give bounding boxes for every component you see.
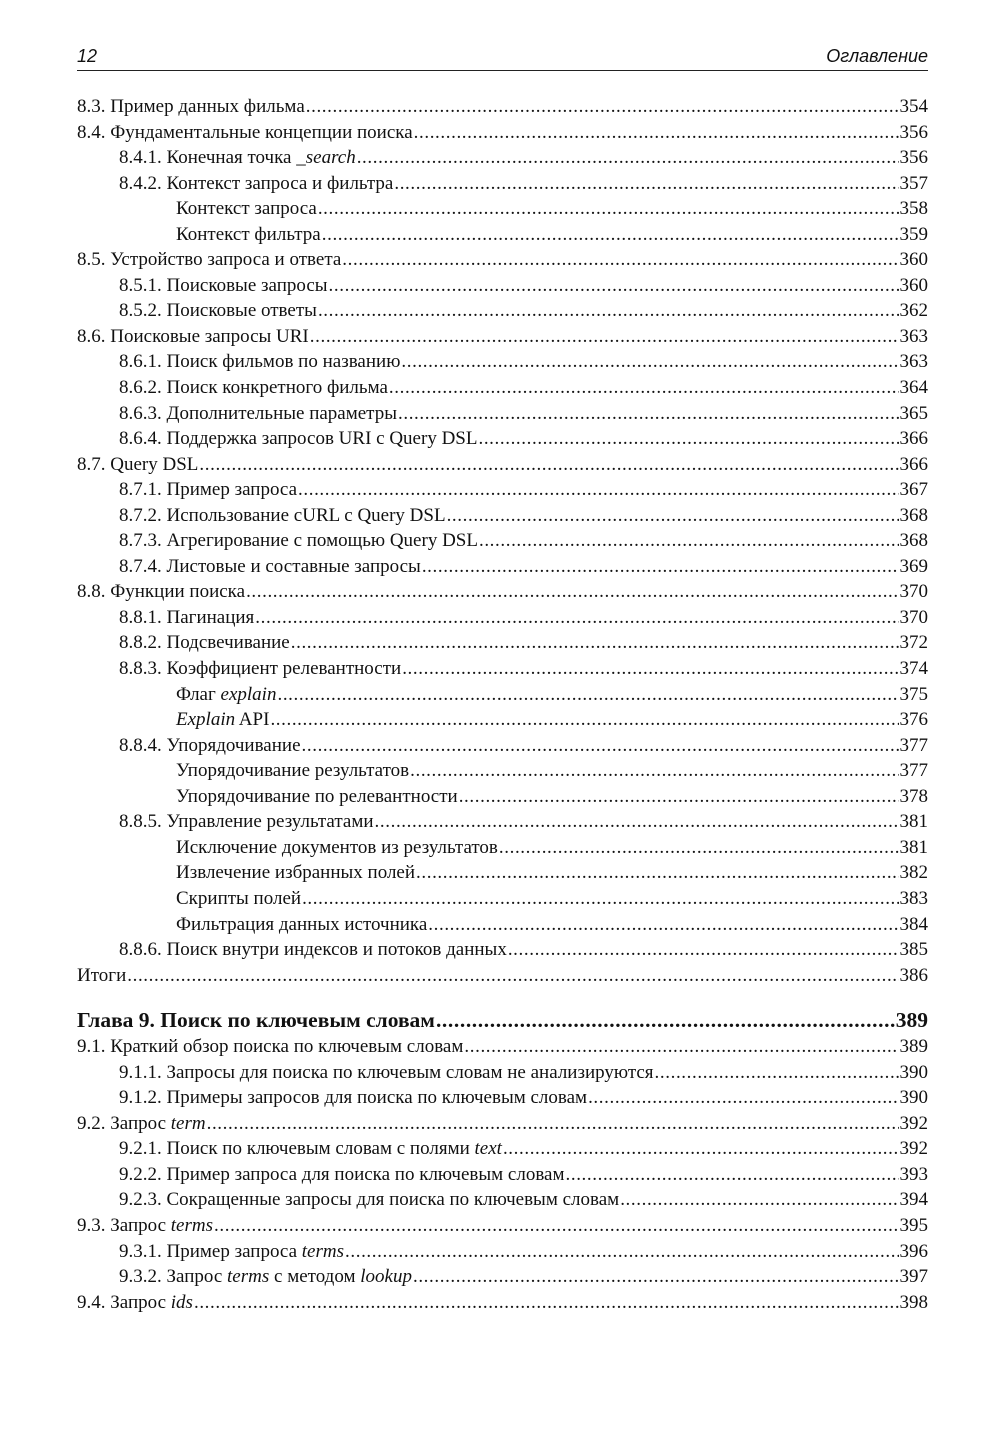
toc-entry-title: [119, 1085, 587, 1111]
toc-page-number: 374: [899, 658, 928, 680]
dot-leader: [302, 733, 899, 759]
toc-page-number: 367: [899, 479, 928, 501]
toc-entry[interactable]: [77, 656, 928, 682]
toc-entry-title-part: lookup: [360, 1266, 412, 1288]
toc-entry-title: [176, 886, 301, 912]
dot-leader: [389, 375, 899, 401]
toc-entry[interactable]: [77, 273, 928, 299]
toc-entry-title-part: term: [170, 1112, 206, 1134]
toc-entry[interactable]: [77, 528, 928, 554]
toc-entry-title-part: 8.8.4. Упорядочивание: [119, 734, 301, 756]
toc-page-number: 375: [899, 683, 928, 705]
toc-entry-title: [119, 1162, 565, 1188]
dot-leader: [398, 401, 899, 427]
dot-leader: [302, 886, 898, 912]
toc-entry-title-part: 8.6.2. Поиск конкретного фильма: [119, 377, 388, 399]
toc-entry-title: [119, 145, 356, 171]
toc-entry-title-part: terms: [227, 1266, 270, 1288]
toc-entry-title: [119, 1187, 619, 1213]
dot-leader: [447, 503, 899, 529]
toc-entry[interactable]: [77, 94, 928, 120]
toc-entry-title: [176, 707, 269, 733]
toc-entry-title-part: Упорядочивание по релевантности: [176, 785, 458, 807]
toc-entry-title: [77, 120, 413, 146]
dot-leader: [270, 707, 898, 733]
toc-entry-title: [176, 912, 427, 938]
toc-entry-title: [77, 247, 341, 273]
toc-entry-title-part: 8.8.6. Поиск внутри индексов и потоков данных: [119, 939, 507, 961]
toc-entry[interactable]: [77, 171, 928, 197]
toc-entry-title: [176, 784, 458, 810]
dot-leader: [291, 630, 899, 656]
dot-leader: [214, 1213, 898, 1239]
toc-entry[interactable]: [77, 835, 928, 861]
toc-entry[interactable]: [77, 247, 928, 273]
toc-page-number: 356: [899, 147, 928, 169]
toc-entry-title: [119, 349, 400, 375]
toc-entry-title: [176, 196, 317, 222]
toc-page-number: 396: [899, 1240, 928, 1262]
toc-entry[interactable]: [77, 682, 928, 708]
toc-entry-title-part: 8.4.2. Контекст запроса и фильтра: [119, 172, 394, 194]
toc-entry-title-part: Фильтрация данных источника: [176, 913, 428, 935]
table-of-contents: [77, 94, 928, 1315]
toc-page-number: 393: [899, 1163, 928, 1185]
toc-entry[interactable]: [77, 1187, 928, 1213]
toc-entry[interactable]: [77, 1239, 928, 1265]
toc-entry-title-part: Скрипты полей: [176, 887, 302, 909]
toc-page-number: 365: [899, 402, 928, 424]
toc-entry[interactable]: [77, 1060, 928, 1086]
toc-entry-title: [119, 426, 477, 452]
toc-entry-title-part: 9.2.2. Пример запроса для поиска по ключевым словам: [119, 1163, 565, 1185]
toc-entry[interactable]: [77, 554, 928, 580]
page-number: 12: [77, 46, 98, 66]
dot-leader: [620, 1187, 898, 1213]
toc-entry[interactable]: [77, 963, 928, 989]
toc-entry-title: [119, 733, 301, 759]
toc-entry-title: [119, 809, 374, 835]
toc-page-number: 381: [899, 836, 928, 858]
dot-leader: [277, 682, 898, 708]
toc-page-number: 370: [899, 606, 928, 628]
toc-page-number: 376: [899, 709, 928, 731]
toc-page-number: 357: [899, 172, 928, 194]
dot-leader: [394, 171, 898, 197]
toc-entry-title-part: Исключение документов из результатов: [176, 836, 498, 858]
toc-entry-title: [119, 503, 446, 529]
toc-entry-title: [119, 656, 401, 682]
toc-entry-title: [77, 1290, 193, 1316]
toc-entry-title-part: с методом: [269, 1266, 361, 1288]
dot-leader: [318, 196, 899, 222]
toc-entry-title-part: 8.8.5. Управление результатами: [119, 811, 374, 833]
toc-entry-title-part: 8.4.1. Конечная точка: [119, 147, 297, 169]
toc-entry-title: [176, 758, 409, 784]
toc-page-number: 372: [899, 632, 928, 654]
toc-entry-title-part: 8.6.1. Поиск фильмов по названию: [119, 351, 401, 373]
dot-leader: [375, 809, 899, 835]
toc-entry-title-part: 8.8.2. Подсвечивание: [119, 632, 290, 654]
toc-page-number: 366: [899, 428, 928, 450]
toc-entry-title: [77, 1213, 213, 1239]
toc-entry[interactable]: [77, 784, 928, 810]
toc-entry-title: [119, 1060, 654, 1086]
toc-entry[interactable]: [77, 477, 928, 503]
toc-entry[interactable]: [77, 1264, 928, 1290]
dot-leader: [428, 912, 898, 938]
toc-entry-title: [176, 835, 498, 861]
page-header: [77, 44, 928, 71]
toc-entry-title-part: 9.1.1. Запросы для поиска по ключевым словам не анализируются: [119, 1061, 654, 1083]
toc-entry[interactable]: [77, 912, 928, 938]
dot-leader: [459, 784, 899, 810]
toc-page-number: 382: [899, 862, 928, 884]
toc-entry[interactable]: [77, 758, 928, 784]
toc-page-number: 398: [899, 1291, 928, 1313]
toc-entry-title: [77, 1006, 435, 1034]
toc-entry[interactable]: [77, 324, 928, 350]
toc-entry[interactable]: [77, 579, 928, 605]
toc-page-number: 386: [899, 964, 928, 986]
toc-page-number: 384: [899, 913, 928, 935]
dot-leader: [402, 656, 898, 682]
dot-leader: [194, 1290, 899, 1316]
toc-entry[interactable]: [77, 375, 928, 401]
toc-page-number: 368: [899, 530, 928, 552]
toc-entry[interactable]: [77, 733, 928, 759]
toc-entry-title-part: Итоги: [77, 964, 127, 986]
toc-page-number: 366: [899, 453, 928, 475]
toc-entry[interactable]: [77, 630, 928, 656]
toc-page-number: 383: [899, 887, 928, 909]
toc-entry-title: [176, 682, 276, 708]
toc-entry-title: [119, 298, 317, 324]
running-title: Оглавление: [826, 46, 928, 66]
toc-entry-title-part: 9.3. Запрос: [77, 1214, 171, 1236]
toc-page-number: 381: [899, 811, 928, 833]
dot-leader: [416, 860, 898, 886]
toc-entry-title: [77, 1111, 206, 1137]
toc-entry-title-part: 9.2.3. Сокращенные запросы для поиска по ключевым словам: [119, 1189, 620, 1211]
toc-page-number: 390: [899, 1061, 928, 1083]
dot-leader: [357, 145, 899, 171]
dot-leader: [255, 605, 898, 631]
toc-entry-title-part: _search: [296, 147, 356, 169]
toc-entry-title: [119, 1264, 412, 1290]
toc-entry[interactable]: [77, 145, 928, 171]
toc-entry-title: [119, 605, 254, 631]
toc-entry-title-part: Контекст фильтра: [176, 223, 321, 245]
dot-leader: [464, 1034, 898, 1060]
dot-leader: [401, 349, 898, 375]
toc-entry-title-part: Глава 9. Поиск по ключевым словам: [77, 1008, 435, 1033]
toc-entry-title-part: 8.6.4. Поддержка запросов URI с Query DSL: [119, 428, 478, 450]
toc-entry[interactable]: [77, 349, 928, 375]
toc-entry-title: [77, 579, 245, 605]
toc-entry[interactable]: [77, 605, 928, 631]
toc-entry-title-part: 8.4. Фундаментальные концепции поиска: [77, 121, 413, 143]
dot-leader: [306, 94, 899, 120]
toc-entry[interactable]: [77, 1111, 928, 1137]
toc-entry[interactable]: [77, 1136, 928, 1162]
toc-entry-title-part: 8.7.4. Листовые и составные запросы: [119, 555, 421, 577]
toc-entry[interactable]: [77, 1085, 928, 1111]
toc-entry-title: [77, 94, 305, 120]
dot-leader: [342, 247, 898, 273]
dot-leader: [298, 477, 898, 503]
toc-page-number: 392: [899, 1138, 928, 1160]
toc-entry-title-part: 8.7.1. Пример запроса: [119, 479, 298, 501]
toc-entry-title-part: 8.6.3. Дополнительные параметры: [119, 402, 397, 424]
toc-entry-title-part: Контекст запроса: [176, 198, 317, 220]
toc-entry-title: [77, 963, 126, 989]
dot-leader: [479, 528, 899, 554]
toc-entry-title: [119, 554, 421, 580]
dot-leader: [588, 1085, 898, 1111]
toc-page-number: 360: [899, 249, 928, 271]
toc-entry-title-part: 8.8.1. Пагинация: [119, 606, 255, 628]
toc-entry-title-part: 8.7.2. Использование cURL с Query DSL: [119, 504, 446, 526]
toc-page-number: 377: [899, 760, 928, 782]
toc-entry-title: [77, 452, 198, 478]
toc-entry[interactable]: [77, 222, 928, 248]
dot-leader: [508, 937, 899, 963]
toc-entry-title: [176, 222, 321, 248]
toc-page-number: 368: [899, 504, 928, 526]
toc-entry-title-part: 8.5.2. Поисковые ответы: [119, 300, 317, 322]
dot-leader: [410, 758, 898, 784]
toc-entry[interactable]: [77, 707, 928, 733]
toc-entry[interactable]: [77, 196, 928, 222]
toc-entry-title-part: explain: [220, 683, 277, 705]
toc-entry-title-part: 8.7.3. Агрегирование с помощью Query DSL: [119, 530, 478, 552]
toc-page-number: 397: [899, 1266, 928, 1288]
toc-entry-title: [119, 1136, 502, 1162]
toc-entry-title-part: Флаг: [176, 683, 221, 705]
toc-page-number: 354: [899, 96, 928, 117]
toc-page-number: 364: [899, 377, 928, 399]
toc-entry[interactable]: [77, 809, 928, 835]
toc-entry-title: [119, 630, 290, 656]
toc-page-number: 385: [899, 939, 928, 961]
toc-entry-title-part: 8.6. Поисковые запросы URI: [77, 325, 309, 347]
toc-entry-title-part: 8.8.3. Коэффициент релевантности: [119, 658, 402, 680]
toc-entry-title: [77, 1034, 463, 1060]
toc-entry-title-part: 8.7. Query DSL: [77, 453, 199, 475]
toc-entry-title-part: 9.1.2. Примеры запросов для поиска по ключевым словам: [119, 1087, 588, 1109]
dot-leader: [499, 835, 899, 861]
toc-page-number: 363: [899, 325, 928, 347]
toc-entry[interactable]: [77, 1213, 928, 1239]
toc-page-number: 363: [899, 351, 928, 373]
toc-entry-title-part: 9.2. Запрос: [77, 1112, 171, 1134]
toc-entry-title: [119, 273, 328, 299]
toc-entry-title-part: 8.5. Устройство запроса и ответа: [77, 249, 342, 271]
toc-entry-title-part: 9.3.2. Запрос: [119, 1266, 228, 1288]
toc-entry-title-part: API: [235, 709, 270, 731]
toc-entry[interactable]: [77, 1290, 928, 1316]
toc-entry-title-part: text: [474, 1138, 502, 1160]
toc-entry[interactable]: [77, 886, 928, 912]
toc-entry[interactable]: [77, 1034, 928, 1060]
toc-page-number: 362: [899, 300, 928, 322]
toc-page-number: 377: [899, 734, 928, 756]
toc-entry[interactable]: [77, 426, 928, 452]
toc-page-number: 395: [899, 1214, 928, 1236]
toc-entry[interactable]: [77, 298, 928, 324]
toc-entry-title: [119, 401, 397, 427]
toc-page-number: 389: [895, 1008, 928, 1033]
dot-leader: [310, 324, 899, 350]
toc-entry-title-part: 8.8. Функции поиска: [77, 581, 246, 603]
toc-entry[interactable]: [77, 503, 928, 529]
dot-leader: [413, 1264, 899, 1290]
toc-entry-title-part: 9.1. Краткий обзор поиска по ключевым словам: [77, 1036, 464, 1058]
dot-leader: [655, 1060, 899, 1086]
toc-entry-title-part: Упорядочивание результатов: [176, 760, 410, 782]
toc-entry[interactable]: [77, 937, 928, 963]
toc-entry-title-part: Explain: [176, 709, 236, 731]
dot-leader: [246, 579, 898, 605]
toc-entry-title-part: 8.5.1. Поисковые запросы: [119, 274, 328, 296]
toc-entry-title-part: Извлечение избранных полей: [176, 862, 416, 884]
toc-entry-title: [119, 1239, 344, 1265]
toc-page-number: 360: [899, 274, 928, 296]
dot-leader: [566, 1162, 899, 1188]
toc-page-number: 356: [899, 121, 928, 143]
toc-entry-title-part: 9.4. Запрос: [77, 1291, 171, 1313]
toc-entry[interactable]: [77, 452, 928, 478]
toc-entry-title-part: 8.3. Пример данных фильма: [77, 96, 305, 117]
toc-entry-title: [119, 477, 297, 503]
toc-entry-title-part: 9.2.1. Поиск по ключевым словам с полями: [119, 1138, 475, 1160]
toc-page-number: 389: [899, 1036, 928, 1058]
dot-leader: [127, 963, 898, 989]
toc-entry-title: [77, 324, 309, 350]
toc-entry[interactable]: [77, 1162, 928, 1188]
dot-leader: [345, 1239, 898, 1265]
toc-entry-title: [119, 171, 393, 197]
toc-page-number: 390: [899, 1087, 928, 1109]
toc-page-number: 392: [899, 1112, 928, 1134]
toc-entry-title-part: 9.3.1. Пример запроса: [119, 1240, 302, 1262]
toc-entry-title: [119, 375, 388, 401]
dot-leader: [322, 222, 899, 248]
dot-leader: [436, 1006, 895, 1034]
toc-page-number: 369: [899, 555, 928, 577]
toc-page-number: 394: [899, 1189, 928, 1211]
toc-page-number: 378: [899, 785, 928, 807]
dot-leader: [207, 1111, 899, 1137]
toc-entry[interactable]: [77, 860, 928, 886]
dot-leader: [329, 273, 899, 299]
toc-entry-title-part: terms: [170, 1214, 214, 1236]
chapter-heading[interactable]: [77, 1006, 928, 1034]
toc-entry[interactable]: [77, 401, 928, 427]
toc-entry-title-part: terms: [301, 1240, 345, 1262]
toc-entry-title: [119, 937, 507, 963]
toc-entry-title: [176, 860, 415, 886]
dot-leader: [414, 120, 899, 146]
dot-leader: [199, 452, 898, 478]
dot-leader: [503, 1136, 899, 1162]
toc-entry-title-part: ids: [170, 1291, 193, 1313]
dot-leader: [478, 426, 898, 452]
toc-page-number: 358: [899, 198, 928, 220]
toc-entry-title: [119, 528, 478, 554]
toc-page-number: 370: [899, 581, 928, 603]
dot-leader: [422, 554, 899, 580]
dot-leader: [318, 298, 899, 324]
toc-entry[interactable]: [77, 120, 928, 146]
toc-page-number: 359: [899, 223, 928, 245]
